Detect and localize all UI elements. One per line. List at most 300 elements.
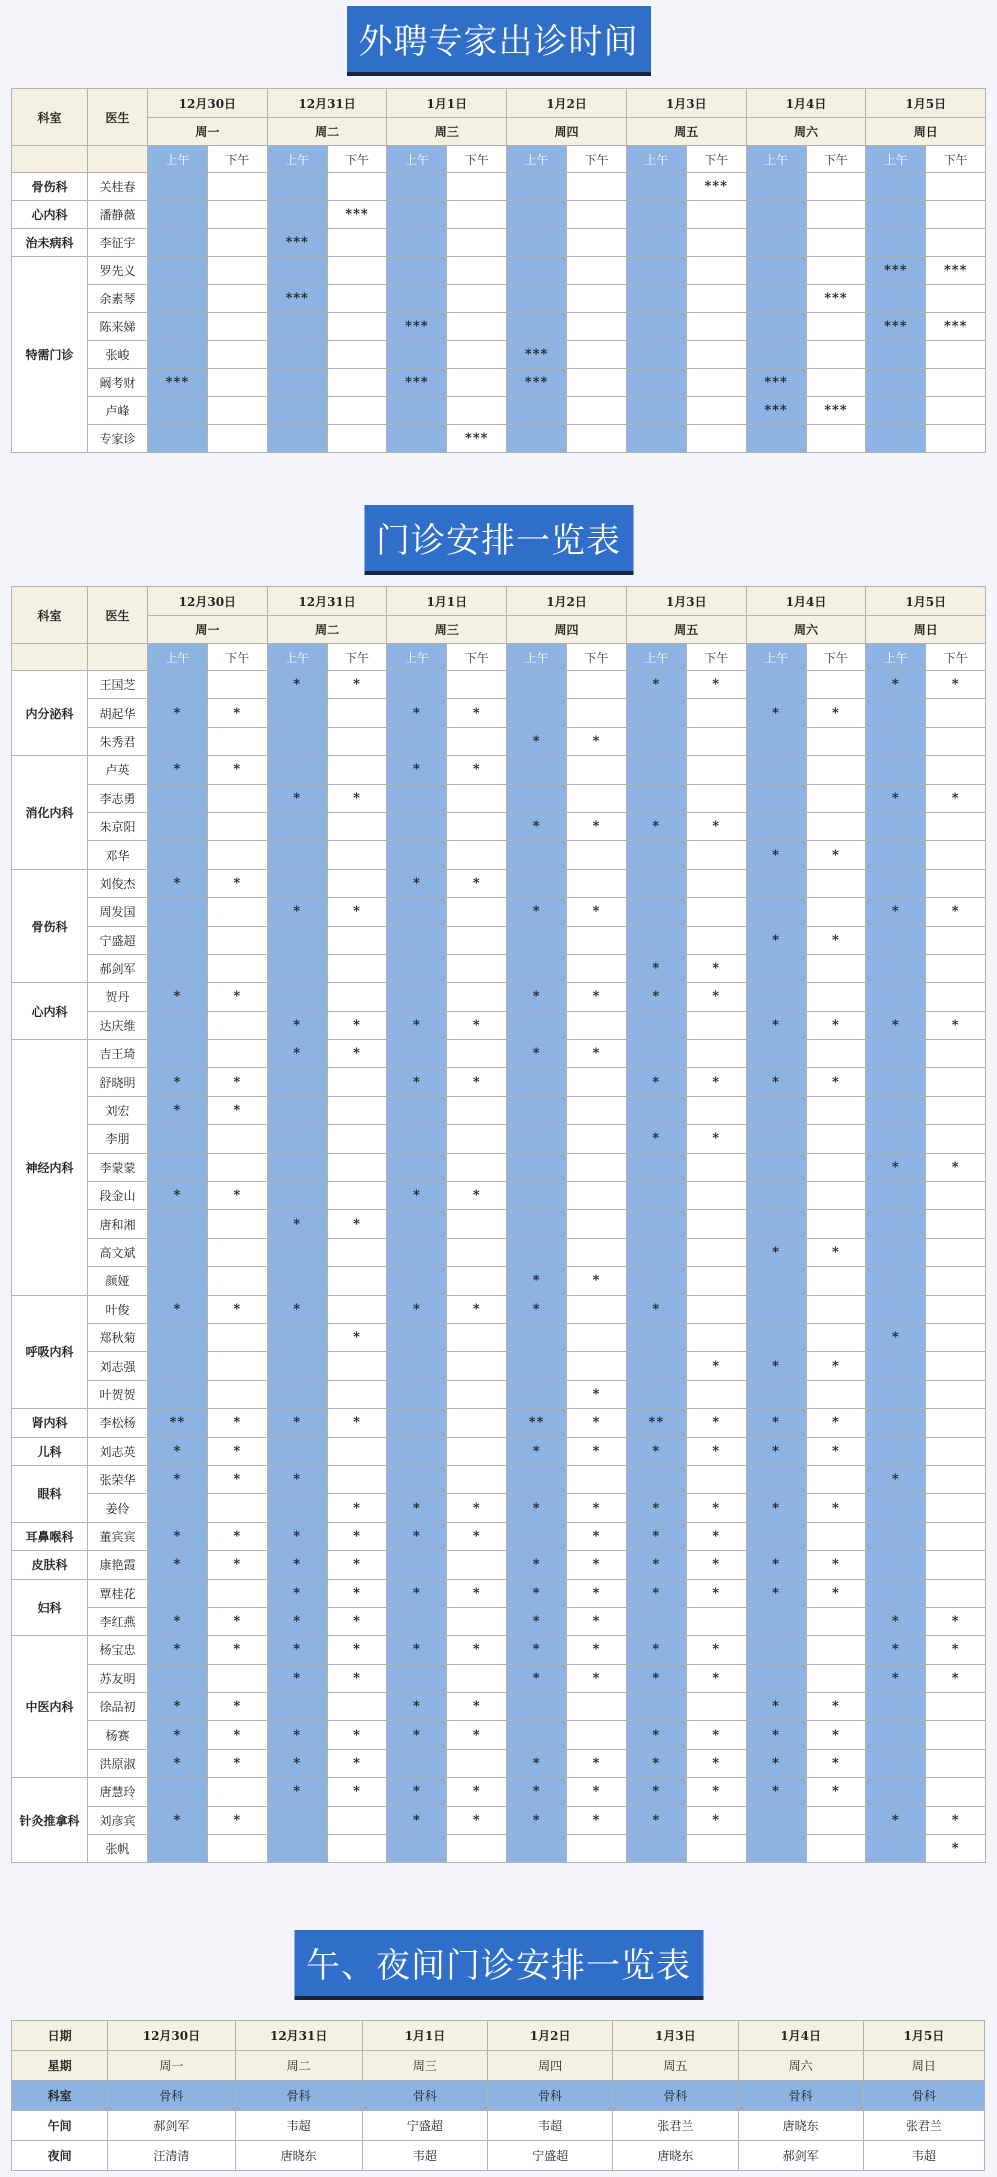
slot-cell: *	[148, 699, 208, 727]
slot-cell	[267, 1323, 327, 1351]
slot-cell	[207, 397, 267, 425]
slot-cell	[267, 1437, 327, 1465]
slot-cell: *	[686, 1352, 746, 1380]
doctor-name: 张帆	[88, 1835, 148, 1863]
slot-cell	[746, 954, 806, 982]
slot-cell	[267, 926, 327, 954]
slot-cell: *	[207, 1465, 267, 1493]
slot-cell	[746, 1295, 806, 1323]
weekday-header: 周三	[387, 616, 507, 644]
slot-cell: *	[447, 1068, 507, 1096]
slot-cell: *	[507, 1040, 567, 1068]
slot-cell: *	[267, 784, 327, 812]
doctor-name: 康艳霞	[88, 1551, 148, 1579]
slot-cell	[626, 926, 686, 954]
slot-cell	[626, 1011, 686, 1039]
am-header: 上午	[148, 146, 208, 173]
slot-cell	[746, 1040, 806, 1068]
slot-cell: ***	[387, 313, 447, 341]
slot-cell: *	[686, 1494, 746, 1522]
slot-cell: *	[746, 1551, 806, 1579]
slot-cell	[806, 1096, 866, 1124]
slot-cell	[926, 1437, 986, 1465]
slot-cell	[926, 1068, 986, 1096]
slot-cell: **	[626, 1409, 686, 1437]
doctor-row	[12, 1295, 986, 1323]
pm-header: 下午	[447, 146, 507, 173]
slot-cell: *	[626, 1125, 686, 1153]
slot-cell	[327, 1806, 387, 1834]
dept-cell: 神经内科	[12, 1040, 88, 1296]
slot-cell	[267, 173, 327, 201]
slot-cell	[447, 1465, 507, 1493]
slot-cell: ***	[507, 369, 567, 397]
slot-cell: *	[686, 983, 746, 1011]
slot-cell: *	[148, 756, 208, 784]
slot-cell	[567, 1210, 627, 1238]
slot-cell	[626, 341, 686, 369]
slot-cell: *	[327, 1551, 387, 1579]
slot-cell: *	[746, 1494, 806, 1522]
doctor-row	[12, 341, 986, 369]
doctor-name: 段金山	[88, 1182, 148, 1210]
slot-cell: *	[926, 1835, 986, 1863]
slot-cell: *	[327, 1607, 387, 1635]
slot-cell: *	[567, 1806, 627, 1834]
slot-cell	[806, 1522, 866, 1550]
slot-cell: *	[267, 1551, 327, 1579]
slot-cell	[926, 1409, 986, 1437]
schedule-cell: 1月1日	[362, 2021, 487, 2051]
slot-cell	[866, 699, 926, 727]
slot-cell: *	[207, 1693, 267, 1721]
slot-cell: *	[686, 1806, 746, 1834]
slot-cell	[387, 201, 447, 229]
doctor-name: 罗先义	[88, 257, 148, 285]
slot-cell: *	[267, 898, 327, 926]
slot-cell	[866, 1778, 926, 1806]
slot-cell	[626, 1607, 686, 1635]
slot-cell: *	[626, 1664, 686, 1692]
slot-cell: *	[626, 1068, 686, 1096]
slot-cell: *	[207, 1636, 267, 1664]
slot-cell	[626, 313, 686, 341]
slot-cell	[626, 1835, 686, 1863]
slot-cell: *	[626, 954, 686, 982]
slot-cell	[926, 1778, 986, 1806]
slot-cell	[866, 983, 926, 1011]
schedule-cell: 郝剑军	[738, 2141, 863, 2171]
doctor-name: 朱秀君	[88, 727, 148, 755]
slot-cell	[866, 1380, 926, 1408]
slot-cell: *	[746, 1749, 806, 1777]
slot-cell	[746, 201, 806, 229]
schedule-cell: 张君兰	[863, 2111, 984, 2141]
slot-cell: *	[567, 1664, 627, 1692]
slot-cell	[327, 285, 387, 313]
slot-cell	[866, 369, 926, 397]
slot-cell: *	[327, 1664, 387, 1692]
slot-cell	[866, 1437, 926, 1465]
doctor-name: 张荣华	[88, 1465, 148, 1493]
slot-cell	[207, 341, 267, 369]
slot-cell	[866, 1409, 926, 1437]
slot-cell	[926, 756, 986, 784]
slot-cell: *	[148, 869, 208, 897]
slot-cell: *	[207, 1295, 267, 1323]
slot-cell: ***	[866, 257, 926, 285]
slot-cell	[806, 869, 866, 897]
date-header: 1月4日	[746, 587, 866, 616]
slot-cell	[567, 229, 627, 257]
schedule-cell: 周五	[613, 2051, 738, 2081]
slot-cell	[507, 1721, 567, 1749]
slot-cell: *	[686, 1636, 746, 1664]
slot-cell: *	[926, 898, 986, 926]
slot-cell: *	[207, 1068, 267, 1096]
slot-cell	[447, 1210, 507, 1238]
doctor-header: 医生	[88, 587, 148, 644]
slot-cell	[447, 369, 507, 397]
pm-header: 下午	[327, 644, 387, 671]
slot-cell	[327, 1295, 387, 1323]
slot-cell: *	[567, 1494, 627, 1522]
slot-cell: *	[507, 1437, 567, 1465]
date-header: 1月5日	[866, 89, 986, 118]
schedule-cell: 周一	[108, 2051, 235, 2081]
slot-cell: *	[806, 841, 866, 869]
slot-cell	[567, 313, 627, 341]
doctor-name: 朱京阳	[88, 812, 148, 840]
slot-cell	[148, 229, 208, 257]
slot-cell	[626, 1238, 686, 1266]
slot-cell	[806, 1323, 866, 1351]
slot-cell	[746, 1380, 806, 1408]
slot-cell: *	[207, 1522, 267, 1550]
doctor-name: 刘俊杰	[88, 869, 148, 897]
doctor-name: 关桂春	[88, 173, 148, 201]
doctor-name: 苏友明	[88, 1664, 148, 1692]
slot-cell	[686, 727, 746, 755]
slot-cell	[148, 1125, 208, 1153]
slot-cell: *	[327, 1011, 387, 1039]
doctor-row	[12, 671, 986, 699]
slot-cell	[327, 812, 387, 840]
slot-cell: *	[327, 1494, 387, 1522]
slot-cell	[926, 926, 986, 954]
slot-cell	[686, 841, 746, 869]
slot-cell	[267, 425, 327, 453]
slot-cell: *	[387, 1579, 447, 1607]
slot-cell	[507, 1352, 567, 1380]
slot-cell	[926, 1551, 986, 1579]
night-row	[12, 2141, 985, 2171]
slot-cell	[387, 397, 447, 425]
slot-cell: *	[626, 983, 686, 1011]
pm-header: 下午	[806, 146, 866, 173]
slot-cell	[806, 671, 866, 699]
doctor-row	[12, 229, 986, 257]
slot-cell: *	[267, 1579, 327, 1607]
slot-cell	[507, 1125, 567, 1153]
doctor-name: 徐品初	[88, 1693, 148, 1721]
slot-cell	[567, 1153, 627, 1181]
slot-cell: *	[806, 1494, 866, 1522]
date-header: 1月2日	[507, 89, 627, 118]
slot-cell: *	[447, 1579, 507, 1607]
slot-cell	[447, 341, 507, 369]
slot-cell	[806, 1040, 866, 1068]
slot-cell: *	[806, 926, 866, 954]
doctor-row	[12, 1749, 986, 1777]
slot-cell	[626, 173, 686, 201]
slot-cell	[507, 1380, 567, 1408]
slot-cell	[507, 257, 567, 285]
slot-cell	[387, 1607, 447, 1635]
slot-cell	[926, 1210, 986, 1238]
slot-cell: *	[806, 1693, 866, 1721]
slot-cell: ***	[806, 285, 866, 313]
slot-cell	[387, 841, 447, 869]
slot-cell	[806, 1295, 866, 1323]
doctor-row	[12, 727, 986, 755]
dept-cell: 皮肤科	[12, 1551, 88, 1579]
doctor-name: 郝剑军	[88, 954, 148, 982]
doctor-row	[12, 313, 986, 341]
slot-cell	[806, 425, 866, 453]
slot-cell	[387, 1437, 447, 1465]
slot-cell: *	[626, 1636, 686, 1664]
slot-cell: *	[447, 756, 507, 784]
slot-cell: *	[507, 898, 567, 926]
slot-cell: *	[626, 812, 686, 840]
slot-cell: *	[387, 699, 447, 727]
slot-cell	[686, 756, 746, 784]
slot-cell: *	[626, 1295, 686, 1323]
slot-cell: ***	[866, 313, 926, 341]
slot-cell	[806, 341, 866, 369]
doctor-name: 覃桂花	[88, 1579, 148, 1607]
slot-cell	[387, 1267, 447, 1295]
doctor-row	[12, 954, 986, 982]
slot-cell	[148, 954, 208, 982]
slot-cell	[926, 1125, 986, 1153]
slot-cell	[447, 1267, 507, 1295]
slot-cell	[327, 869, 387, 897]
slot-cell	[387, 1096, 447, 1124]
slot-cell	[567, 1352, 627, 1380]
weekday-header: 周五	[626, 616, 746, 644]
slot-cell	[866, 341, 926, 369]
slot-cell: *	[626, 1522, 686, 1550]
slot-cell	[686, 257, 746, 285]
slot-cell: *	[447, 1693, 507, 1721]
weekday-header: 周二	[267, 118, 387, 146]
doctor-row	[12, 1011, 986, 1039]
row-label: 午间	[12, 2111, 108, 2141]
slot-cell	[926, 954, 986, 982]
slot-cell	[686, 1096, 746, 1124]
slot-cell: *	[387, 1693, 447, 1721]
slot-cell	[806, 756, 866, 784]
doctor-row	[12, 1664, 986, 1692]
slot-cell	[387, 954, 447, 982]
slot-cell	[806, 727, 866, 755]
slot-cell: *	[387, 1778, 447, 1806]
slot-cell: *	[447, 699, 507, 727]
slot-cell	[567, 257, 627, 285]
doctor-row	[12, 699, 986, 727]
slot-cell	[387, 727, 447, 755]
slot-cell	[746, 983, 806, 1011]
date-header: 12月31日	[267, 587, 387, 616]
schedule-cell: 汪清清	[108, 2141, 235, 2171]
date-header: 12月31日	[267, 89, 387, 118]
dept-cell: 骨伤科	[12, 869, 88, 983]
slot-cell: *	[327, 1749, 387, 1777]
slot-cell: *	[148, 1465, 208, 1493]
doctor-name: 卢英	[88, 756, 148, 784]
schedule-cell: 骨科	[108, 2081, 235, 2111]
slot-cell	[207, 1778, 267, 1806]
slot-cell	[866, 1267, 926, 1295]
doctor-row	[12, 1693, 986, 1721]
slot-cell: *	[866, 1636, 926, 1664]
slot-cell	[926, 983, 986, 1011]
weekday-row	[12, 2051, 985, 2081]
slot-cell	[327, 341, 387, 369]
slot-cell	[148, 1238, 208, 1266]
slot-cell	[746, 671, 806, 699]
slot-cell	[148, 671, 208, 699]
slot-cell	[267, 1068, 327, 1096]
slot-cell: *	[746, 926, 806, 954]
weekday-header: 周日	[866, 118, 986, 146]
slot-cell: *	[447, 1806, 507, 1834]
slot-cell	[327, 425, 387, 453]
am-header: 上午	[507, 146, 567, 173]
slot-cell	[926, 1182, 986, 1210]
slot-cell	[148, 313, 208, 341]
slot-cell: ***	[267, 285, 327, 313]
schedule-cell: 1月4日	[738, 2021, 863, 2051]
slot-cell	[148, 841, 208, 869]
slot-cell	[866, 1522, 926, 1550]
slot-cell	[447, 229, 507, 257]
slot-cell	[207, 784, 267, 812]
slot-cell: *	[806, 1721, 866, 1749]
slot-cell	[327, 1437, 387, 1465]
doctor-row	[12, 1607, 986, 1635]
slot-cell: *	[387, 756, 447, 784]
blank-cell	[12, 644, 88, 671]
slot-cell	[746, 313, 806, 341]
slot-cell	[806, 313, 866, 341]
slot-cell	[567, 756, 627, 784]
slot-cell	[447, 1607, 507, 1635]
slot-cell	[148, 1011, 208, 1039]
slot-cell	[806, 1465, 866, 1493]
date-row	[12, 2021, 985, 2051]
slot-cell: *	[207, 1607, 267, 1635]
slot-cell	[507, 671, 567, 699]
slot-cell	[387, 1551, 447, 1579]
pm-header: 下午	[926, 644, 986, 671]
slot-cell	[686, 425, 746, 453]
slot-cell: *	[567, 812, 627, 840]
slot-cell: ***	[746, 369, 806, 397]
doctor-row	[12, 983, 986, 1011]
slot-cell	[746, 1153, 806, 1181]
slot-cell	[926, 1465, 986, 1493]
dept-cell: 眼科	[12, 1465, 88, 1522]
night-schedule-table	[11, 2020, 985, 2171]
header-date-row	[12, 89, 986, 118]
slot-cell: *	[447, 1182, 507, 1210]
slot-cell	[327, 1352, 387, 1380]
slot-cell: *	[866, 784, 926, 812]
slot-cell	[387, 1749, 447, 1777]
doctor-name: 潘静薇	[88, 201, 148, 229]
slot-cell: *	[387, 1068, 447, 1096]
slot-cell	[686, 1693, 746, 1721]
slot-cell	[207, 1380, 267, 1408]
slot-cell	[567, 1182, 627, 1210]
slot-cell	[866, 1295, 926, 1323]
slot-cell: *	[567, 1522, 627, 1550]
slot-cell	[626, 1210, 686, 1238]
slot-cell	[626, 1267, 686, 1295]
slot-cell	[746, 229, 806, 257]
slot-cell	[148, 1153, 208, 1181]
slot-cell	[387, 898, 447, 926]
slot-cell: *	[387, 1011, 447, 1039]
slot-cell: *	[327, 1522, 387, 1550]
doctor-name: 李红燕	[88, 1607, 148, 1635]
slot-cell: *	[626, 1551, 686, 1579]
slot-cell	[327, 1835, 387, 1863]
slot-cell: *	[806, 1238, 866, 1266]
pm-header: 下午	[686, 146, 746, 173]
slot-cell	[267, 841, 327, 869]
slot-cell	[447, 841, 507, 869]
slot-cell	[866, 397, 926, 425]
slot-cell	[866, 1551, 926, 1579]
schedule-cell: 骨科	[235, 2081, 362, 2111]
slot-cell	[686, 1153, 746, 1181]
header-session-row	[12, 146, 986, 173]
slot-cell: *	[567, 1778, 627, 1806]
slot-cell	[207, 1011, 267, 1039]
slot-cell: *	[207, 699, 267, 727]
pm-header: 下午	[686, 644, 746, 671]
slot-cell	[267, 1693, 327, 1721]
pm-header: 下午	[207, 644, 267, 671]
slot-cell: ***	[148, 369, 208, 397]
slot-cell: *	[686, 1437, 746, 1465]
doctor-name: 贺丹	[88, 983, 148, 1011]
slot-cell	[387, 285, 447, 313]
slot-cell	[148, 1323, 208, 1351]
pm-header: 下午	[926, 146, 986, 173]
doctor-row	[12, 1437, 986, 1465]
slot-cell	[267, 869, 327, 897]
slot-cell: *	[267, 1465, 327, 1493]
slot-cell	[626, 1182, 686, 1210]
slot-cell	[207, 1835, 267, 1863]
slot-cell	[207, 257, 267, 285]
slot-cell	[626, 898, 686, 926]
